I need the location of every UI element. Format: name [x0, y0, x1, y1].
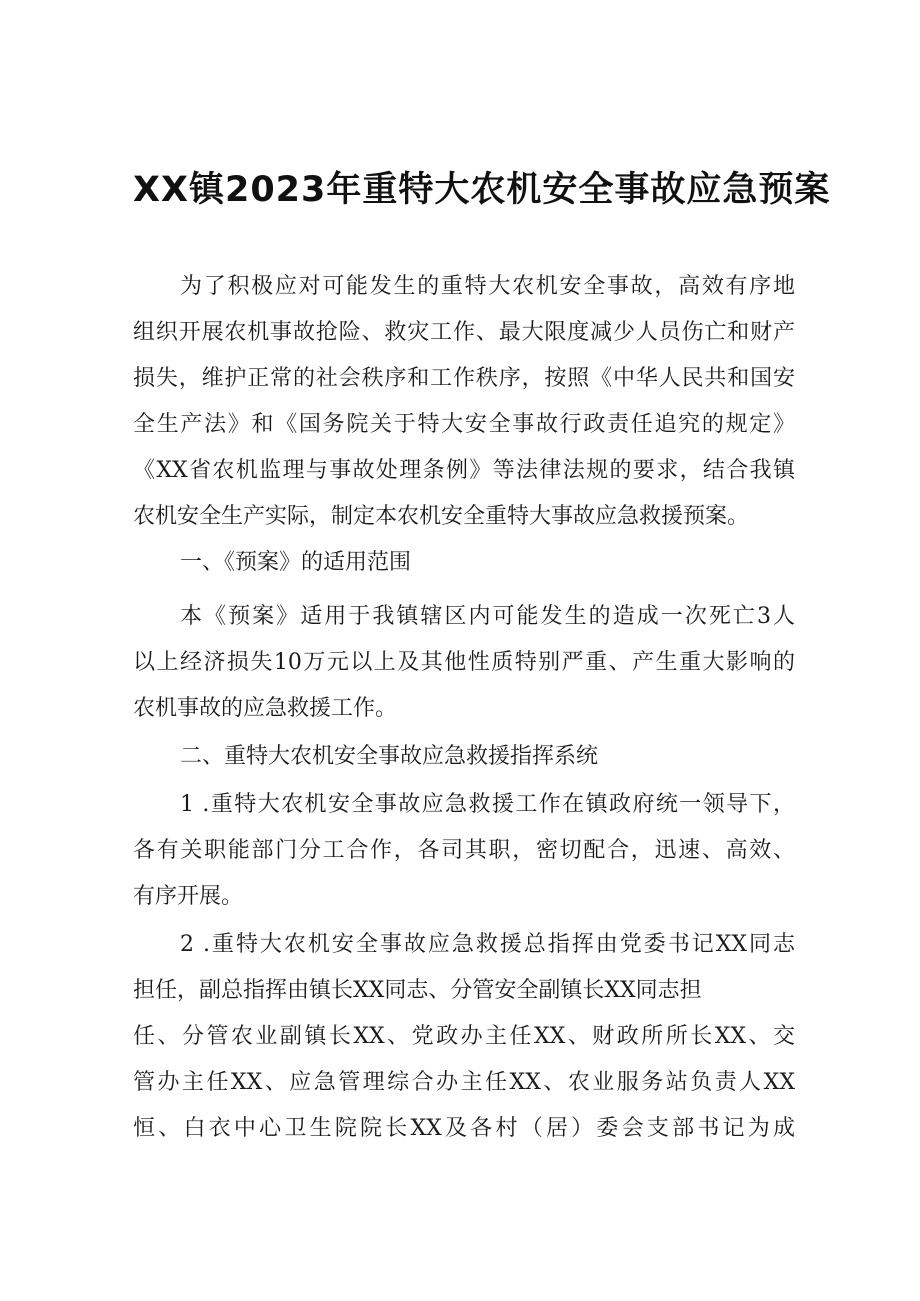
section-heading-1: 一、《预案》的适用范围	[180, 550, 412, 575]
paragraph-1-line-3: 损失，维护正常的社会秩序和工作秩序，按照《中华人民共和国安	[133, 366, 795, 391]
paragraph-1-line-6: 农机安全生产实际，制定本农机安全重特大事故应急救援预案。	[133, 504, 750, 529]
paragraph-3-line-2: 以上经济损失10万元以上及其他性质特别严重、产生重大影响的	[133, 650, 795, 675]
section-heading-2: 二、重特大农机安全事故应急救援指挥系统	[180, 744, 599, 769]
paragraph-3-line-3: 农机事故的应急救援工作。	[133, 696, 398, 721]
item-2-line-3: 任、分管农业副镇长XX、党政办主任XX、财政所所长XX、交	[133, 1024, 795, 1049]
paragraph-1-line-5: 《XX省农机监理与事故处理条例》等法律法规的要求，结合我镇	[133, 458, 795, 483]
paragraph-3-line-1: 本《预案》适用于我镇辖区内可能发生的造成一次死亡3人	[180, 604, 795, 629]
paragraph-1-line-2: 组织开展农机事故抢险、救灾工作、最大限度减少人员伤亡和财产	[133, 320, 795, 345]
item-2-line-5: 恒、白衣中心卫生院院长XX及各村（居）委会支部书记为成	[133, 1116, 795, 1141]
item-1-line-1: 1 .重特大农机安全事故应急救援工作在镇政府统一领导下，	[180, 792, 795, 817]
paragraph-1-line-1: 为了积极应对可能发生的重特大农机安全事故，高效有序地	[180, 274, 795, 299]
item-2-line-4: 管办主任XX、应急管理综合办主任XX、农业服务站负责人XX	[133, 1070, 795, 1095]
item-2-line-2: 担任，副总指挥由镇长XX同志、分管安全副镇长XX同志担	[133, 978, 702, 1003]
item-1-line-2: 各有关职能部门分工合作，各司其职，密切配合，迅速、高效、	[133, 838, 795, 863]
paragraph-1-line-4: 全生产法》和《国务院关于特大安全事故行政责任追究的规定》	[133, 412, 795, 437]
item-2-line-1: 2 .重特大农机安全事故应急救援总指挥由党委书记XX同志	[180, 932, 795, 957]
document-title: XX镇2023年重特大农机安全事故应急预案	[133, 170, 831, 210]
item-1-line-3: 有序开展。	[133, 884, 244, 909]
